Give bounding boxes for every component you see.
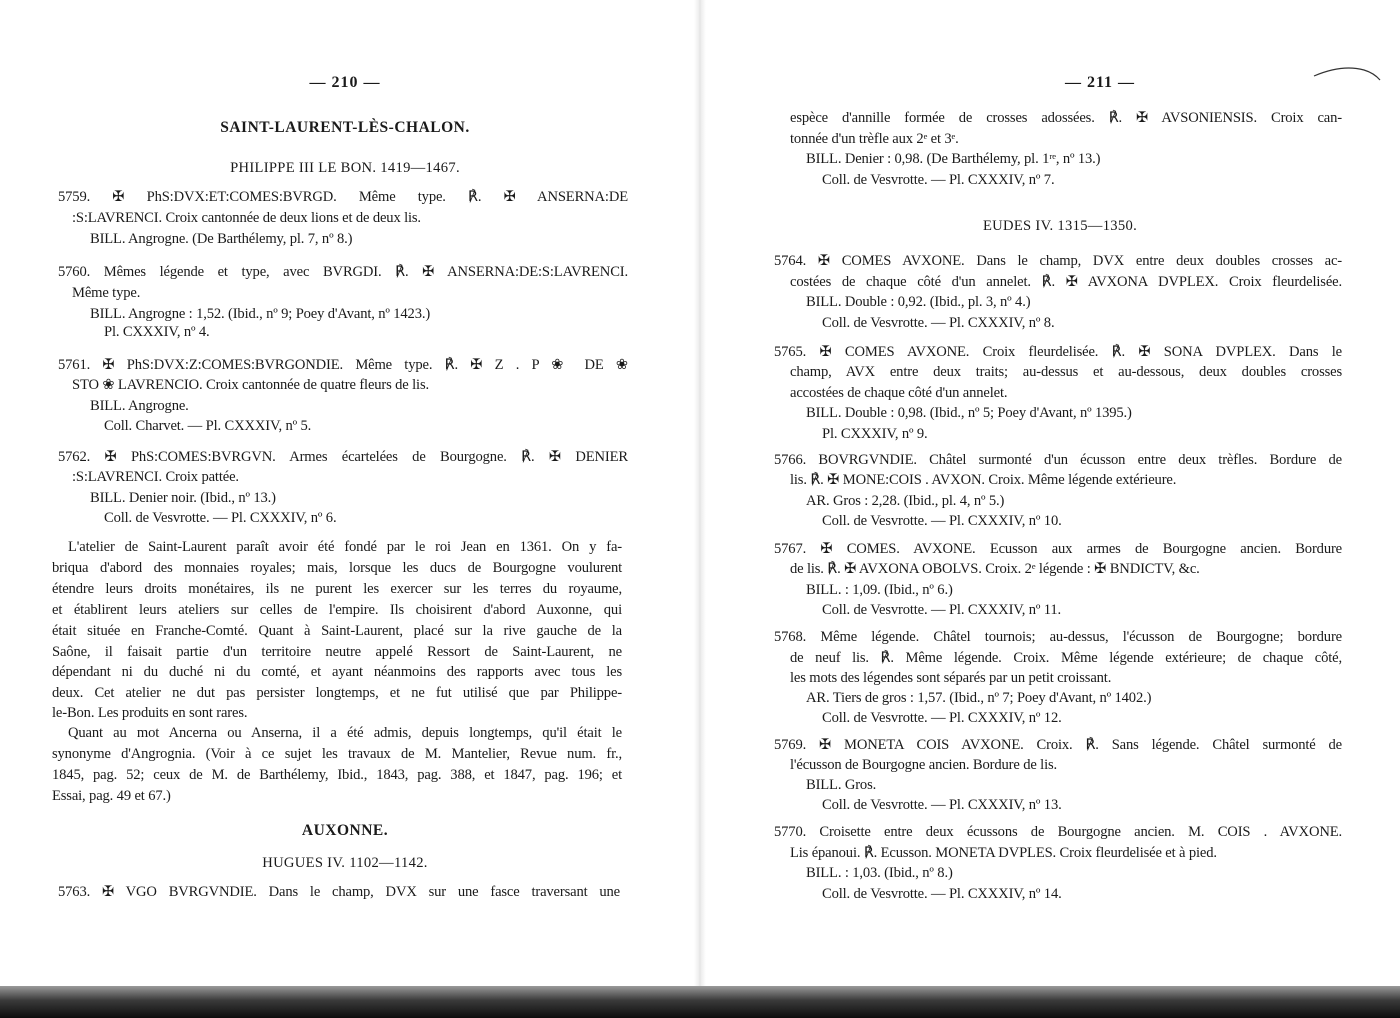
scan-bottom-shadow (0, 986, 1400, 1018)
paragraph-line: Quant au mot Ancerna ou Anserna, il a été admis, depuis longtemps, qu'il était le (68, 725, 622, 741)
entry-line: tonnée d'un trèfle aux 2ᵉ et 3ᵉ. (790, 131, 959, 147)
entry-line: 5759. ✠ PhS:DVX:ET:COMES:BVRGD. Même type. ℟. ✠ ANSERNA:DE (58, 189, 628, 205)
entry-line: BILL. Denier noir. (Ibid., nº 13.) (90, 490, 276, 506)
entry-line: BILL. Angrogne : 1,52. (Ibid., nº 9; Poey d'Avant, nº 1423.) (90, 306, 431, 322)
entry-line: :S:LAVRENCI. Croix cantonnée de deux lions et de deux lis. (72, 210, 421, 226)
entry-line: Coll. de Vesvrotte. — Pl. CXXXIV, nº 6. (104, 510, 337, 526)
entry-line: lis. ℟. ✠ MONE:COIS . AVXON. Croix. Même légende extérieure. (790, 472, 1177, 488)
entry-line: Pl. CXXXIV, nº 9. (822, 426, 928, 442)
entry-line: costées de chaque côté d'un annelet. ℟. ✠ AVXONA DVPLEX. Croix fleurdelisée. (790, 274, 1342, 290)
entry-line: les mots des légendes sont séparés par un petit croissant. (790, 670, 1112, 686)
paragraph-line: et établirent leurs ateliers sur celles de l'empire. Ils choisirent d'abord Auxonne, qui (52, 602, 622, 618)
paragraph-line: étendre leurs droits monétaires, ils ne purent les exercer sur les terres du royaume, (52, 581, 622, 597)
entry-line: AR. Gros : 2,28. (Ibid., pl. 4, nº 5.) (806, 493, 1005, 509)
entry-line: 5765. ✠ COMES AVXONE. Croix fleurdelisée. ℟. ✠ SONA DVPLEX. Dans le (774, 344, 1342, 360)
entry-line: espèce d'annille formée de crosses adossées. ℟. ✠ AVSONIENSIS. Croix can- (790, 110, 1342, 126)
entry-line: BILL. : 1,03. (Ibid., nº 8.) (806, 865, 953, 881)
entry-line: Coll. de Vesvrotte. — Pl. CXXXIV, nº 11. (822, 602, 1062, 618)
paragraph-line: Saône, il faisait partie d'un territoire neutre appelé Ressort de Saint-Laurent, ne (52, 644, 622, 660)
entry-line: AR. Tiers de gros : 1,57. (Ibid., nº 7; Poey d'Avant, nº 1402.) (806, 690, 1152, 706)
reign-heading: EUDES IV. 1315—1350. (982, 218, 1138, 234)
entry-line: STO ❀ LAVRENCIO. Croix cantonnée de quatre fleurs de lis. (72, 377, 429, 393)
paragraph-line: L'atelier de Saint-Laurent paraît avoir été fondé par le roi Jean en 1361. On y fa- (68, 539, 622, 555)
entry-line: 5761. ✠ PhS:DVX:Z:COMES:BVRGONDIE. Même type. ℟. ✠ Z . P ❀ DE ❀ (58, 357, 628, 373)
entry-line: Coll. de Vesvrotte. — Pl. CXXXIV, nº 14. (822, 886, 1062, 902)
entry-line: BILL. Angrogne. (De Barthélemy, pl. 7, nº 8.) (90, 231, 353, 247)
reign-heading: HUGUES IV. 1102—1142. (262, 855, 428, 871)
entry-line: 5767. ✠ COMES. AVXONE. Ecusson aux armes de Bourgogne ancien. Bordure (774, 541, 1342, 557)
paragraph-line: était située en Franche-Comté. Quant à Saint-Laurent, placé sur la rive gauche de la (52, 623, 622, 639)
paragraph-line: briqua d'abord des monnaies royales; mais, lorsque les ducs de Bourgogne voulurent (52, 560, 622, 576)
entry-line: Lis épanoui. ℟. Ecusson. MONETA DVPLES. Croix fleurdelisée et à pied. (790, 845, 1217, 861)
right-page (710, 0, 1400, 986)
entry-line: Coll. Charvet. — Pl. CXXXIV, nº 5. (104, 418, 312, 434)
entry-line: Coll. de Vesvrotte. — Pl. CXXXIV, nº 10. (822, 513, 1062, 529)
page-number: — 211 — (1064, 74, 1136, 91)
entry-line: 5763. ✠ VGO BVRGVNDIE. Dans le champ, DVX sur une fasce traversant une (58, 884, 620, 900)
entry-line: :S:LAVRENCI. Croix pattée. (72, 469, 239, 485)
left-page (0, 0, 690, 986)
entry-line: de neuf lis. ℟. Même légende. Croix. Même légende extérieure; de chaque côté, (790, 650, 1342, 666)
paragraph-line: synonyme d'Angrognia. (Voir à ce sujet les travaux de M. Mantelier, Revue num. fr., (52, 746, 622, 762)
page-number: — 210 — (309, 74, 381, 91)
entry-line: 5760. Mêmes légende et type, avec BVRGDI. ℟. ✠ ANSERNA:DE:S:LAVRENCI. (58, 264, 628, 280)
entry-line: Coll. de Vesvrotte. — Pl. CXXXIV, nº 7. (822, 172, 1055, 188)
page-title: SAINT-LAURENT-LÈS-CHALON. (220, 119, 470, 136)
entry-line: 5769. ✠ MONETA COIS AVXONE. Croix. ℟. Sans légende. Châtel surmonté de (774, 737, 1342, 753)
entry-line: Coll. de Vesvrotte. — Pl. CXXXIV, nº 12. (822, 710, 1062, 726)
entry-line: BILL. Angrogne. (90, 398, 189, 414)
entry-line: 5768. Même légende. Châtel tournois; au-dessus, l'écusson de Bourgogne; bordure (774, 629, 1342, 645)
entry-line: 5770. Croisette entre deux écussons de Bourgogne ancien. M. COIS . AVXONE. (774, 824, 1342, 840)
entry-line: Pl. CXXXIV, nº 4. (104, 324, 210, 340)
reign-heading: PHILIPPE III LE BON. 1419—1467. (230, 160, 460, 176)
entry-line: Coll. de Vesvrotte. — Pl. CXXXIV, nº 8. (822, 315, 1055, 331)
entry-line: l'écusson de Bourgogne ancien. Bordure de lis. (790, 757, 1058, 773)
paragraph-line: Essai, pag. 49 et 67.) (52, 788, 171, 804)
paragraph-line: deux. Cet atelier ne dut pas persister longtemps, et ne fut utilisé que par Philippe- (52, 685, 622, 701)
entry-line: Même type. (72, 285, 141, 301)
entry-line: 5762. ✠ PhS:COMES:BVRGVN. Armes écartelées de Bourgogne. ℟. ✠ DENIER (58, 449, 628, 465)
paragraph-line: 1845, pag. 52; ceux de M. de Barthélemy, Ibid., 1843, pag. 388, et 1847, pag. 196; et (52, 767, 622, 783)
entry-line: accostées de chaque côté d'un annelet. (790, 385, 1008, 401)
entry-line: 5766. BOVRGVNDIE. Châtel surmonté d'un écusson entre deux trèfles. Bordure de (774, 452, 1342, 468)
paragraph-line: dépendant ni du duché ni du comté, et ayant néanmoins des rapports avec tous les (52, 664, 622, 680)
entry-line: de lis. ℟. ✠ AVXONA OBOLVS. Croix. 2ᵉ légende : ✠ BNDICTV, &c. (790, 561, 1200, 577)
entry-line: BILL. Gros. (806, 777, 877, 793)
book-spine (694, 0, 706, 990)
section-title: AUXONNE. (301, 822, 389, 839)
entry-line: BILL. Denier : 0,98. (De Barthélemy, pl. 1ʳᵉ, nº 13.) (806, 151, 1101, 167)
entry-line: Coll. de Vesvrotte. — Pl. CXXXIV, nº 13. (822, 797, 1062, 813)
entry-line: 5764. ✠ COMES AVXONE. Dans le champ, DVX entre deux doubles crosses ac- (774, 253, 1342, 269)
entry-line: BILL. : 1,09. (Ibid., nº 6.) (806, 582, 953, 598)
entry-line: BILL. Double : 0,98. (Ibid., nº 5; Poey d'Avant, nº 1395.) (806, 405, 1132, 421)
paragraph-line: le-Bon. Les produits en sont rares. (52, 705, 248, 721)
entry-line: BILL. Double : 0,92. (Ibid., pl. 3, nº 4.) (806, 294, 1031, 310)
entry-line: champ, AVX entre deux traits; au-dessus et au-dessous, deux doubles crosses (790, 364, 1342, 380)
